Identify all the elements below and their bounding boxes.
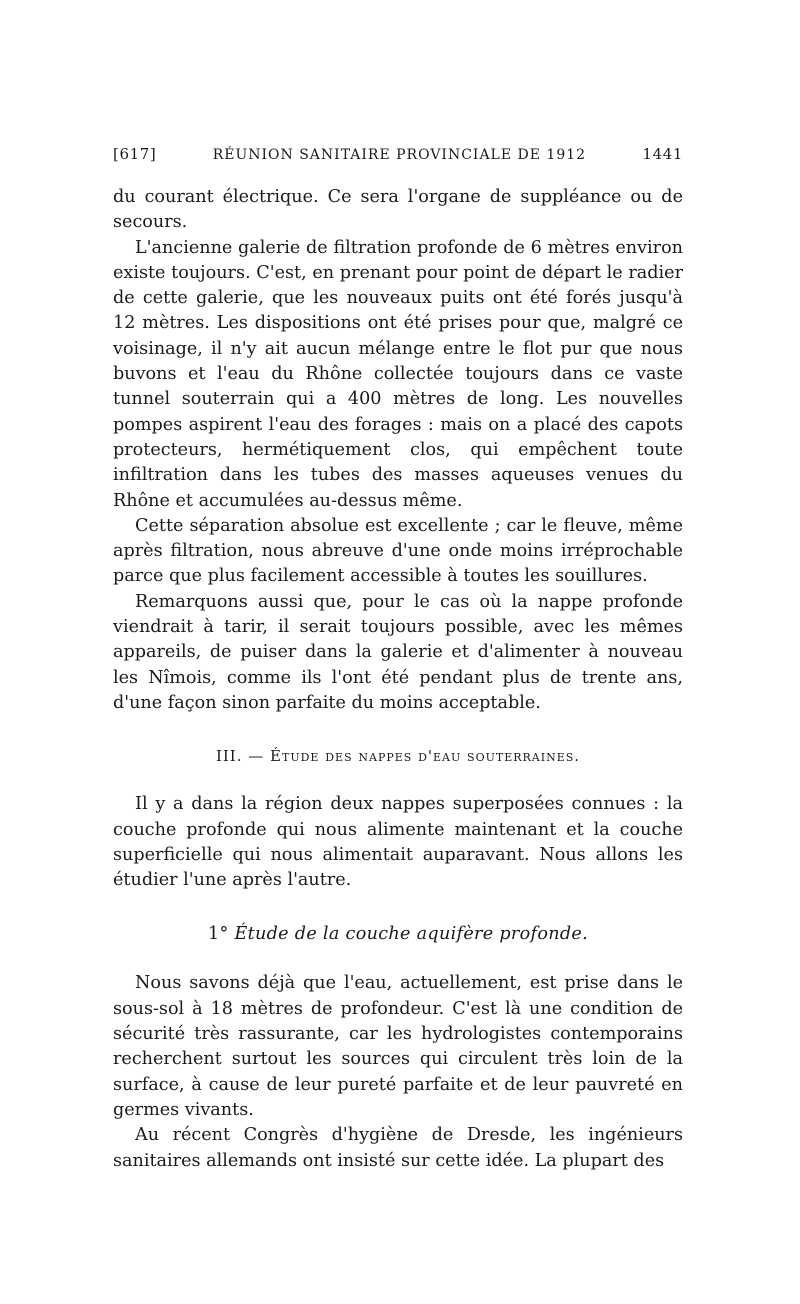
paragraph-continuation: du courant électrique. Ce sera l'organe de suppléance ou de secours. (113, 187, 683, 233)
paragraph-dresde: Au récent Congrès d'hygiène de Dresde, les ingénieurs sanitaires allemands ont insisté sur cette idée. La plupart des (113, 1125, 683, 1171)
page-reference: [617] (113, 145, 157, 163)
section-numeral: III. (215, 747, 243, 766)
sub-heading (113, 923, 683, 945)
sub-heading-title: Étude de la couche aquifère profonde. (234, 924, 589, 945)
running-head (113, 145, 683, 171)
paragraph-profondeur: Nous savons déjà que l'eau, actuellement, est prise dans le sous-sol à 18 mètres de profondeur. C'est là une condition de sécurité très rassurante, car les hydrologistes contemporains recherchent surtout les sources qui circulent très loin de la surface, à cause de leur pureté parfaite et de leur pauvreté en germes vivants. (113, 973, 683, 1120)
paragraph-section-intro: Il y a dans la région deux nappes superposées connues : la couche profonde qui nous alimente maintenant et la couche superficielle qui nous alimentait auparavant. Nous allons les étudier l'une après l'autre. (113, 794, 683, 891)
section-title: Étude des nappes d'eau souterraines. (270, 747, 581, 766)
page-number: 1441 (642, 145, 683, 163)
paragraph-separation: Cette séparation absolue est excellente ; car le fleuve, même après filtration, nous abreuve d'une onde moins irréprochable parce que plus facilement accessible à toutes les souillures. (113, 515, 683, 587)
sub-heading-number: 1° (207, 924, 229, 945)
paragraph-galerie: L'ancienne galerie de filtration profonde de 6 mètres environ existe toujours. C'est, en prenant pour point de départ le radier de cette galerie, que les nouveaux puits ont été forés jusqu'à 12 mètres. Les dispositions ont été prises pour que, malgré ce voisinage, il n'y ait aucun mélange entre le flot pur que nous buvons et l'eau du Rhône collectée toujours dans ce vaste tunnel souterrain qui a 400 mètres de long. Les nouvelles pompes aspirent l'eau des forages : mais on a placé des capots protecteurs, hermétiquement clos, qui empêchent toute infiltration dans les tubes des masses aqueuses venues du Rhône et accumulées au-dessus même. (113, 237, 683, 511)
book-page (113, 145, 683, 1174)
paragraph-remarquons: Remarquons aussi que, pour le cas où la nappe profonde viendrait à tarir, il serait toujours possible, avec les mêmes appareils, de puiser dans la galerie et d'alimenter à nouveau les Nîmois, comme ils l'ont été pendant plus de trente ans, d'une façon sinon parfaite du moins acceptable. (113, 591, 683, 713)
section-heading (113, 746, 683, 766)
section-dash: — (248, 747, 265, 766)
running-title: RÉUNION SANITAIRE PROVINCIALE DE 1912 (212, 147, 587, 163)
